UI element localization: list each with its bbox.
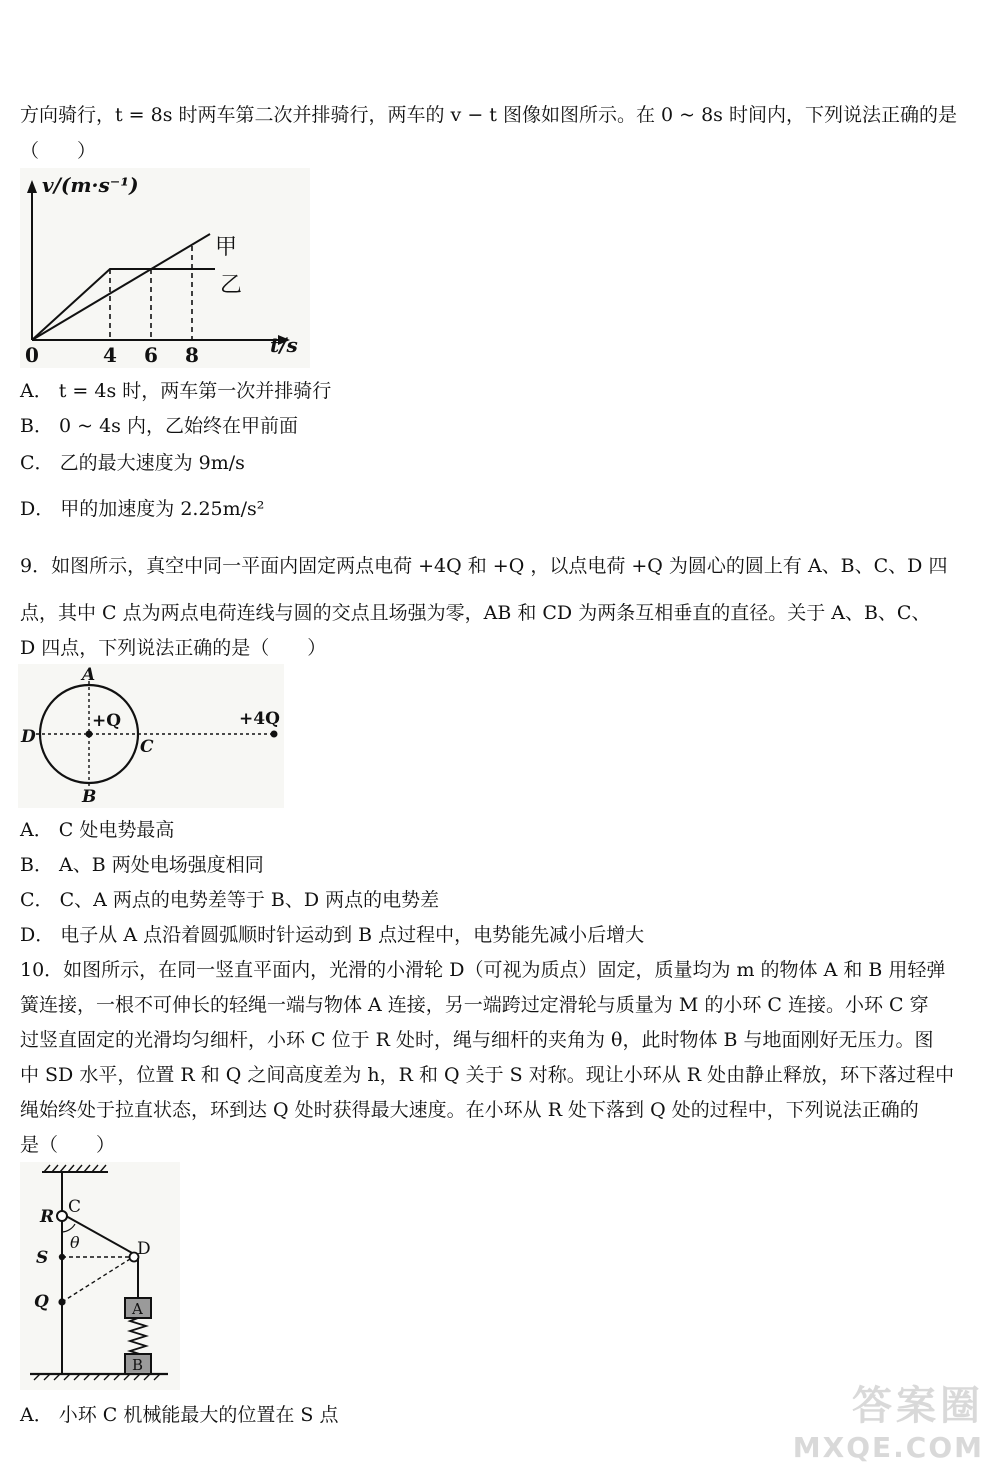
q10-figure-background [20,1162,180,1390]
q8-option-b: B． 0 ~ 4s 内，乙始终在甲前面 [20,415,298,437]
q10-option-a: A． 小环 C 机械能最大的位置在 S 点 [20,1404,339,1426]
q8-option-c: C． 乙的最大速度为 9m/s [20,452,245,474]
q10-pulley-figure [20,1162,180,1390]
q9-option-d: D． 电子从 A 点沿着圆弧顺时针运动到 B 点过程中，电势能先减小后增大 [20,924,645,946]
q8-tick-6: 6 [144,343,158,367]
q10-stem-line-6: 是（ ） [20,1134,116,1156]
q9-label-c: C [140,737,154,757]
q8-origin-label: 0 [25,343,39,367]
q10-ring-c [57,1211,67,1221]
q10-label-b: B [132,1356,144,1374]
q9-label-d: D [21,727,36,747]
q10-label-s: S [36,1248,49,1268]
q8-t-axis-label: t/s [270,333,298,357]
q9-label-b: B [82,787,97,807]
q9-label-a: A [82,665,96,685]
q9-label-plus-4q: +4Q [239,709,280,729]
q8-tick-4: 4 [103,343,117,367]
q9-label-plus-q: +Q [92,711,122,731]
q9-stem-line-2: 点，其中 C 点为两点电荷连线与圆的交点且场强为零，AB 和 CD 为两条互相垂直的直径。关于 A、B、C、 [20,602,931,624]
q10-stem-line-2: 簧连接，一根不可伸长的轻绳一端与物体 A 连接，另一端跨过定滑轮与质量为 M 的小环 C 连接。小环 C 穿 [20,994,929,1016]
watermark-logo-text: 答案圈 [852,1383,984,1429]
q8-v-axis-label: v/(m·s⁻¹) [42,173,139,197]
q9-option-a: A． C 处电势最高 [20,819,175,841]
q9-charge-figure [18,664,284,808]
q10-stem-line-3: 过竖直固定的光滑均匀细杆，小环 C 位于 R 处时，绳与细杆的夹角为 θ，此时物体 B 与地面刚好无压力。图 [20,1029,934,1051]
q10-point-s [59,1254,65,1260]
q9-figure-background [18,664,284,808]
q10-stem-line-5: 绳始终处于拉直状态，环到达 Q 处时获得最大速度。在小环从 R 处下落到 Q 处的过程中，下列说法正确的 [20,1099,919,1121]
q8-option-d: D． 甲的加速度为 2.25m/s² [20,498,265,520]
q9-charge-q-dot [86,731,93,738]
q10-label-q: Q [34,1292,49,1312]
q9-option-b: B． A、B 两处电场强度相同 [20,854,264,876]
q9-charge-4q-dot [271,731,278,738]
q10-label-d: D [137,1239,151,1259]
q10-stem-line-4: 中 SD 水平，位置 R 和 Q 之间高度差为 h，R 和 Q 关于 S 对称。现让小环从 R 处由静止释放，环下落过程中 [20,1064,955,1086]
q9-option-c: C． C、A 两点的电势差等于 B、D 两点的电势差 [20,889,440,911]
q9-stem-line-1: 9．如图所示，真空中同一平面内固定两点电荷 +4Q 和 +Q ，以点电荷 +Q 为圆心的圆上有 A、B、C、D 四 [20,555,948,577]
q9-stem-line-3: D 四点，下列说法正确的是（ ） [20,637,327,659]
q8-vt-graph [20,168,310,368]
q8-stem-line-2: （ ） [20,140,97,162]
q10-stem-line-1: 10．如图所示，在同一竖直平面内，光滑的小滑轮 D（可视为质点）固定，质量均为 m 的物体 A 和 B 用轻弹 [20,959,946,981]
q8-option-a: A． t = 4s 时，两车第一次并排骑行 [20,380,332,402]
q10-point-q [58,1298,65,1305]
q10-label-theta: θ [70,1233,80,1252]
q8-stem-line-1: 方向骑行，t = 8s 时两车第二次并排骑行，两车的 v − t 图像如图所示。在 0 ~ 8s 时间内，下列说法正确的是 [20,104,957,126]
watermark-url: MXQE.COM [792,1431,984,1464]
watermark [793,1374,984,1464]
q8-series-yi-label: 乙 [220,273,243,298]
q8-tick-8: 8 [185,343,199,367]
q10-label-c: C [68,1197,82,1217]
q10-label-a: A [132,1300,143,1318]
q8-series-jia-label: 甲 [215,235,238,260]
q10-label-r: R [40,1207,55,1227]
